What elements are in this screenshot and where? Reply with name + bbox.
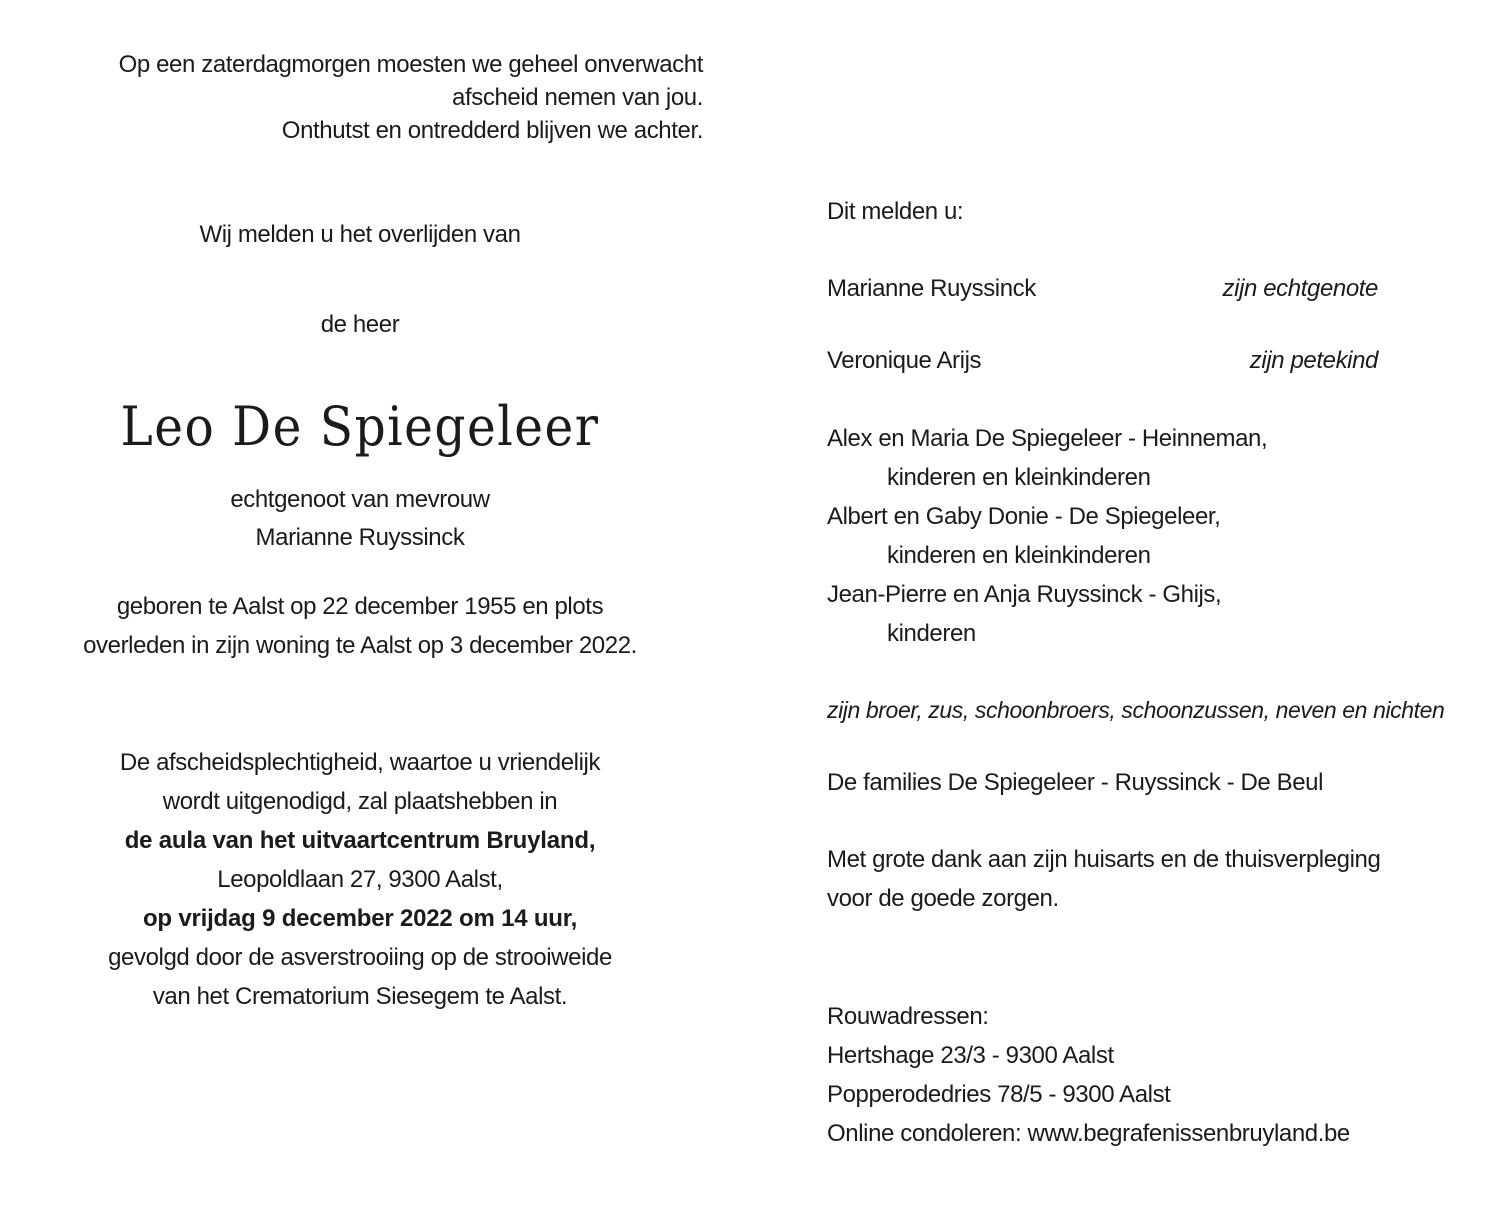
- honorific: de heer: [320, 311, 400, 338]
- family-line: Albert en Gaby Donie - De Spiegeleer,: [827, 503, 1221, 530]
- thanks-note: [827, 840, 1380, 918]
- relative-name: Veronique Arijs: [827, 347, 982, 374]
- spouse-name: Marianne Ruyssinck: [255, 524, 465, 551]
- service-line: wordt uitgenodigd, zal plaatshebben in: [162, 788, 558, 815]
- family-list: [827, 419, 1267, 653]
- relative-row: [827, 272, 1378, 305]
- service-line: De afscheidsplechtigheid, waartoe u vriendelijk: [119, 749, 601, 776]
- service-address: Leopoldlaan 27, 9300 Aalst,: [217, 866, 503, 893]
- relative-relation: zijn petekind: [1249, 347, 1378, 374]
- birth-line: geboren te Aalst op 22 december 1955 en plots: [116, 593, 604, 620]
- death-line: overleden in zijn woning te Aalst op 3 december 2022.: [83, 632, 637, 659]
- family-line-children: kinderen en kleinkinderen: [887, 464, 1151, 491]
- verse-line: afscheid nemen van jou.: [452, 84, 703, 111]
- address-line: Hertshage 23/3 - 9300 Aalst: [827, 1042, 1114, 1069]
- verse-line: Onthutst en ontredderd blijven we achter.: [281, 117, 703, 144]
- service-line: gevolgd door de asverstrooiing op de strooiweide: [108, 944, 612, 971]
- service-venue: de aula van het uitvaartcentrum Bruyland,: [124, 827, 596, 854]
- right-page: [827, 0, 1445, 1214]
- service-datetime: op vrijdag 9 december 2022 om 14 uur,: [142, 905, 578, 932]
- thanks-line: voor de goede zorgen.: [827, 885, 1059, 912]
- relative-name: Marianne Ruyssinck: [827, 275, 1036, 302]
- thanks-line: Met grote dank aan zijn huisarts en de thuisverpleging: [827, 846, 1381, 873]
- family-line-children: kinderen en kleinkinderen: [887, 542, 1151, 569]
- mourning-addresses: [827, 997, 1350, 1153]
- address-line: Popperodedries 78/5 - 9300 Aalst: [827, 1081, 1171, 1108]
- deceased-name: Leo De Spiegeleer: [120, 395, 600, 458]
- relatives-intro: Dit melden u:: [827, 198, 964, 225]
- verse-line: Op een zaterdagmorgen moesten we geheel onverwacht: [118, 51, 703, 78]
- relative-relation: zijn echtgenote: [1222, 275, 1378, 302]
- families-line: De families De Spiegeleer - Ruyssinck - De Beul: [827, 769, 1324, 796]
- opening-verse: [119, 48, 703, 147]
- collective-relation: zijn broer, zus, schoonbroers, schoonzussen, neven en nichten: [827, 697, 1445, 723]
- spouse-block: [0, 481, 720, 557]
- service-line: van het Crematorium Siesegem te Aalst.: [152, 983, 568, 1010]
- family-line: Jean-Pierre en Anja Ruyssinck - Ghijs,: [827, 581, 1222, 608]
- family-line: Alex en Maria De Spiegeleer - Heinneman,: [827, 425, 1268, 452]
- family-line-children: kinderen: [887, 620, 976, 647]
- announcement-intro: Wij melden u het overlijden van: [199, 221, 521, 248]
- addresses-title: Rouwadressen:: [827, 1003, 989, 1030]
- left-page: [0, 0, 720, 1214]
- spouse-intro: echtgenoot van mevrouw: [230, 486, 490, 513]
- life-dates: [0, 587, 720, 665]
- condolence-url-line: Online condoleren: www.begrafenissenbruyland.be: [827, 1120, 1350, 1147]
- service-details: [0, 743, 720, 1016]
- relative-row: [827, 344, 1378, 377]
